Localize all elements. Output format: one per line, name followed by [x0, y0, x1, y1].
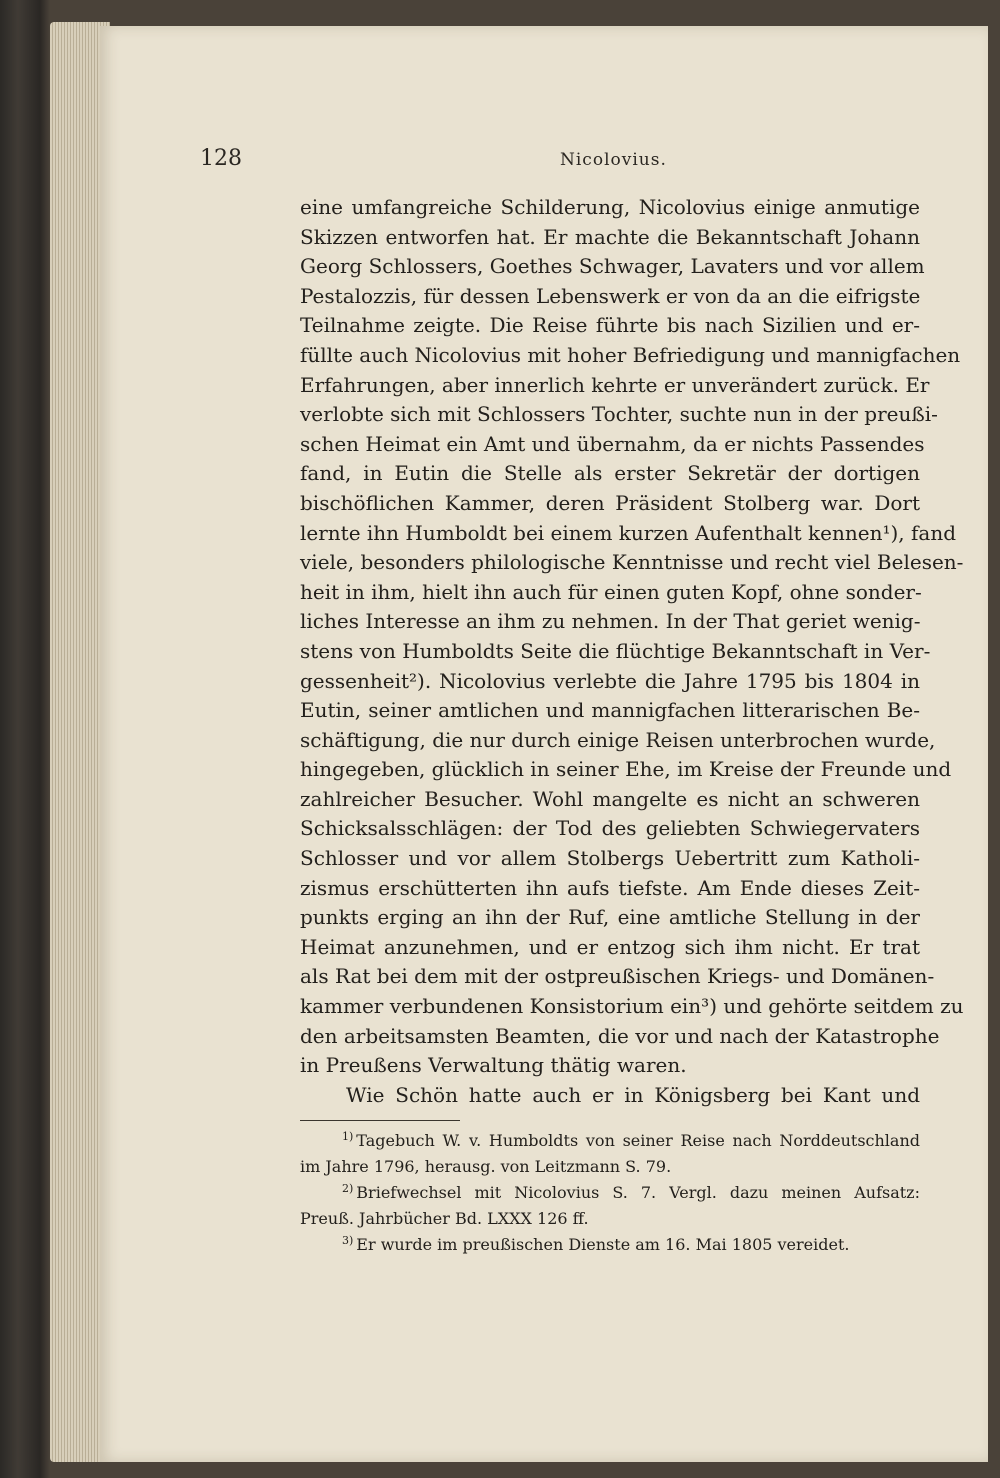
text-line: punkts erging an ihn der Ruf, eine amtliche Stellung in der: [300, 905, 920, 930]
text-line: kammer verbundenen Konsistorium ein³) und gehörte seitdem zu: [300, 994, 964, 1019]
text-line: hingegeben, glücklich in seiner Ehe, im Kreise der Freunde und: [300, 757, 952, 782]
text-line: Eutin, seiner amtlichen und mannigfachen litterarischen Be-: [300, 698, 920, 723]
footnote-mark: 3): [342, 1234, 354, 1247]
text-line: schen Heimat ein Amt und übernahm, da er nichts Passendes: [300, 431, 925, 456]
body-text: [300, 193, 964, 1110]
footnote-separator: [300, 1120, 460, 1121]
text-line: stens von Humboldts Seite die flüchtige Bekanntschaft in Ver-: [300, 638, 931, 663]
text-line: viele, besonders philologische Kenntnisse und recht viel Belesen-: [300, 550, 964, 575]
footnote-text: Briefwechsel mit Nicolovius S. 7. Vergl. dazu meinen Aufsatz:: [356, 1183, 920, 1202]
text-line: Skizzen entworfen hat. Er machte die Bekanntschaft Johann: [300, 224, 920, 249]
page-number: 128: [200, 146, 242, 171]
text-line: als Rat bei dem mit der ostpreußischen Kriegs- und Domänen-: [300, 964, 935, 989]
footnote-text: Er wurde im preußischen Dienste am 16. Mai 1805 vereidet.: [356, 1235, 850, 1254]
text-line: heit in ihm, hielt ihn auch für einen guten Kopf, ohne sonder-: [300, 579, 922, 604]
text-line: gessenheit²). Nicolovius verlebte die Jahre 1795 bis 1804 in: [300, 668, 920, 693]
footnote-2-continued: Preuß. Jahrbücher Bd. LXXX 126 ff.: [300, 1209, 589, 1228]
text-line: bischöflichen Kammer, deren Präsident Stolberg war. Dort: [300, 490, 920, 515]
text-line: fand, in Eutin die Stelle als erster Sekretär der dortigen: [300, 461, 920, 486]
footnote-3: [300, 1232, 920, 1258]
text-line: Georg Schlossers, Goethes Schwager, Lavaters und vor allem: [300, 254, 925, 279]
text-line: zismus erschütterten ihn aufs tiefste. Am Ende dieses Zeit-: [300, 875, 920, 900]
text-line: Schicksalsschlägen: der Tod des geliebten Schwiegervaters: [300, 816, 920, 841]
text-line: liches Interesse an ihm zu nehmen. In der That geriet wenig-: [300, 609, 921, 634]
text-line: Erfahrungen, aber innerlich kehrte er unverändert zurück. Er: [300, 372, 930, 397]
text-line-paragraph-start: Wie Schön hatte auch er in Königsberg bei Kant und: [346, 1082, 920, 1107]
text-line: verlobte sich mit Schlossers Tochter, suchte nun in der preußi-: [300, 402, 938, 427]
footnote-1: [300, 1128, 920, 1154]
footnote-mark: 2): [342, 1182, 354, 1195]
text-line: Heimat anzunehmen, und er entzog sich ihm nicht. Er trat: [300, 934, 920, 959]
text-line: lernte ihn Humboldt bei einem kurzen Aufenthalt kennen¹), fand: [300, 520, 957, 545]
footnote-2: [300, 1180, 920, 1206]
page-header: [200, 140, 920, 180]
footnotes: [300, 1128, 920, 1258]
text-line: den arbeitsamsten Beamten, die vor und nach der Katastrophe: [300, 1023, 940, 1048]
footnote-text: Tagebuch W. v. Humboldts von seiner Reise nach Norddeutschland: [356, 1131, 920, 1150]
running-title: Nicolovius.: [560, 150, 667, 170]
text-line: Teilnahme zeigte. Die Reise führte bis nach Sizilien und er-: [300, 313, 920, 338]
footnote-mark: 1): [342, 1130, 354, 1143]
text-line: eine umfangreiche Schilderung, Nicolovius einige anmutige: [300, 195, 920, 219]
text-line: Pestalozzis, für dessen Lebenswerk er von da an die eifrigste: [300, 283, 921, 308]
footnote-1-continued: im Jahre 1796, herausg. von Leitzmann S. 79.: [300, 1157, 672, 1176]
text-line: zahlreicher Besucher. Wohl mangelte es nicht an schweren: [300, 786, 920, 811]
text-line: schäftigung, die nur durch einige Reisen unterbrochen wurde,: [300, 727, 936, 752]
text-line-paragraph-end: in Preußens Verwaltung thätig waren.: [300, 1053, 687, 1078]
text-line: Schlosser und vor allem Stolbergs Uebertritt zum Katholi-: [300, 846, 920, 871]
text-line: füllte auch Nicolovius mit hoher Befriedigung und mannigfachen: [300, 342, 961, 367]
